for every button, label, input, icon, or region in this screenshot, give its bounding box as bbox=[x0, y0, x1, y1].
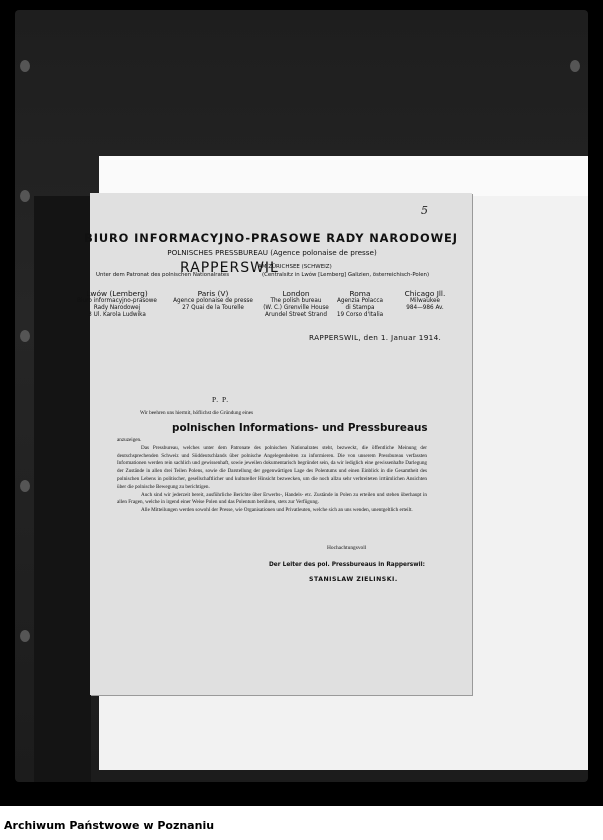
page-number: 5 bbox=[421, 204, 428, 217]
letterhead-central: (Centralsitz in Lwów [Lemberg] Galizien, österreichisch-Polen) bbox=[262, 272, 430, 278]
office-london bbox=[263, 289, 329, 319]
binding-strip bbox=[34, 196, 91, 782]
office-line: Arundel Street Strand bbox=[265, 312, 327, 318]
body-paragraph: anzuzeigen. bbox=[117, 437, 142, 443]
office-line: di Stampa bbox=[345, 305, 375, 311]
office-line: Biuro informacyjno-prasowe bbox=[77, 298, 157, 304]
office-line: 984—986 Av. bbox=[406, 305, 444, 311]
archive-name: Archiwum Państwowe w Poznaniu bbox=[4, 819, 215, 832]
office-city: Paris (V) bbox=[197, 289, 229, 298]
letterhead-place-suffix: AM ZÜRICHSEE (SCHWEIZ) bbox=[258, 264, 332, 270]
office-chicago bbox=[405, 289, 446, 312]
archive-footer bbox=[0, 806, 603, 840]
letterhead-title: BIURO INFORMACYJNO-PRASOWE RADY NARODOWEJ bbox=[84, 231, 458, 245]
body-paragraph: Alle Mitteilungen werden sowohl der Presse, wie Organisationen und Privatleuten, welche sich an uns wenden, unentgeltlich erteilt. bbox=[141, 507, 413, 514]
office-line: Agenzia Polacca bbox=[337, 298, 383, 304]
office-city: Lwów (Lemberg) bbox=[86, 289, 148, 298]
letter-page bbox=[77, 193, 472, 695]
body-paragraph: Das Pressbureau, welches unter dem Patronate des polnischen Nationalrates steht, bezweckt, die öffentliche Meinung der deutschsprechenden Schweiz und Süddeutschlands über polnische Angelegenheiten zu informieren. Die von unserem Pressbureau verfassten Informationen werden rein sachlich und gewissenhaft, sowie jeweilen dokumentarisch begründet sein, da wir lediglich eine gewissenhafte Darlegung der Zustände in allen drei Teilen Polens, sowie die Darstellung der gegenwärtigen Lage des Polentums und einen Einblick in die Gesamtheit des polnischen Lebens in politischer, gesellschaftlicher und kultureller Hinsicht bezwecken, um die noch allzu sehr verbreiteten irrtümlichen Ansichten über die polnische Bewegung zu berichtigen. bbox=[117, 444, 427, 490]
office-line: 3 Ul. Karola Ludwika bbox=[88, 312, 146, 318]
office-line: 19 Corso d'Italia bbox=[336, 312, 384, 318]
salutation: P. P. bbox=[212, 395, 230, 404]
office-roma bbox=[337, 289, 383, 319]
intro-line: Wir beehren uns hiermit, höflichst die Gründung eines bbox=[140, 410, 254, 416]
letterhead-subtitle: POLNISCHES PRESSBUREAU (Agence polonaise de presse) bbox=[167, 248, 377, 257]
office-city: Roma bbox=[349, 289, 371, 298]
office-paris bbox=[173, 289, 253, 312]
letterhead-patronage: Unter dem Patronat des polnischen Nationalrates bbox=[96, 272, 230, 278]
office-lwow bbox=[77, 289, 157, 319]
office-line: Milwaukee bbox=[410, 298, 440, 304]
signature-name: STANISLAW ZIELINSKI. bbox=[309, 576, 398, 583]
office-line: Rady Narodowej bbox=[93, 305, 141, 311]
office-line: (W. C.) Grenville House bbox=[263, 305, 329, 311]
office-line: The polish bureau bbox=[270, 298, 322, 304]
office-line: 27 Quai de la Tourelle bbox=[182, 305, 244, 311]
office-line: Agence polonaise de presse bbox=[173, 298, 253, 304]
office-city: Chicago Jll. bbox=[404, 289, 446, 298]
office-city: London bbox=[282, 289, 310, 298]
body-paragraph: Auch sind wir jederzeit bereit, ausführliche Berichte über Erwerbs-, Handels- etc. Zustände in Polen zu erteilen und stehen überhaupt in allen Fragen, welche in irgend einer Weise Polen und das Polentum berühren, stets zur Verfügung. bbox=[117, 491, 427, 506]
letter-heading: polnischen Informations- und Pressbureaus bbox=[172, 422, 428, 434]
letter-body bbox=[117, 437, 427, 515]
letterhead-place: RAPPERSWIL bbox=[180, 260, 279, 276]
closing: Hochachtungsvoll bbox=[327, 545, 367, 551]
dateline: RAPPERSWIL, den 1. Januar 1914. bbox=[309, 333, 442, 342]
signature-line: Der Leiter des pol. Pressbureaus in Rapperswil: bbox=[269, 562, 425, 568]
